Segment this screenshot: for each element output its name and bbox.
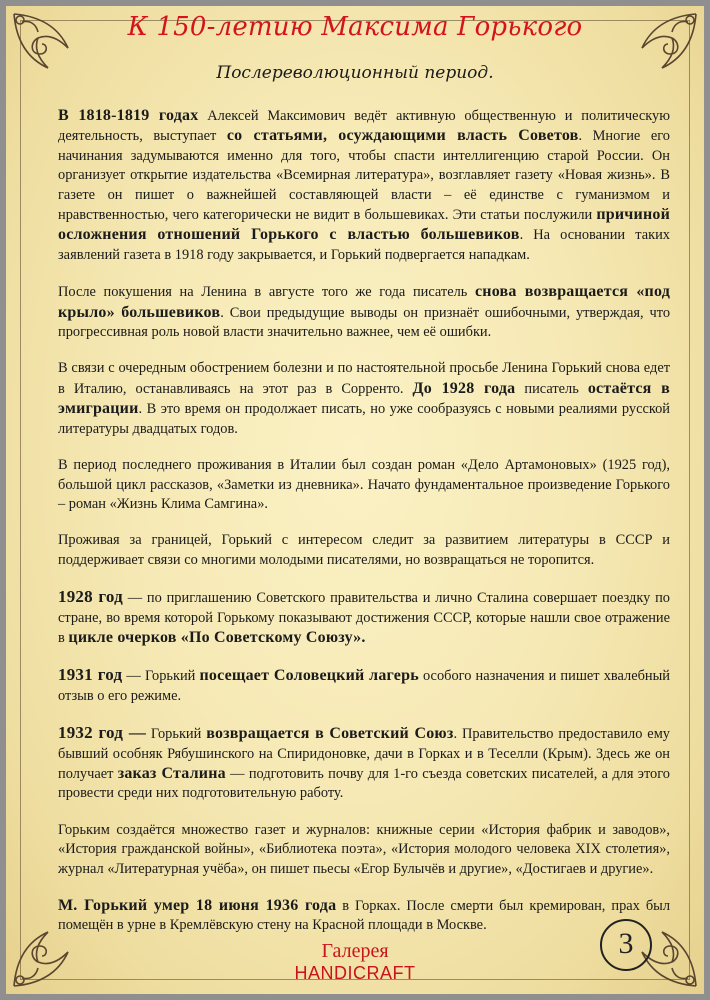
article-paragraph — [58, 587, 670, 648]
article-paragraph — [58, 359, 670, 439]
text-run: Проживая за границей, Горький с интересом следит за развитием литературы в СССР и поддерживает связи со многими молодыми писателями, но возвращаться не торопится. — [58, 532, 670, 568]
text-run: Алексей Максимович ведёт активную общественную и политическую деятельность, выступает — [58, 108, 670, 145]
text-run: Горьким создаётся множество газет и журналов: книжные серии «История фабрик и заводов», «История гражданской войны», «Библиотека поэта», «История молодого человека XIX столетия», журнал «Литературная учёба», он пишет пьесы «Егор Булычёв и другие», «Достигаев и другие». — [58, 821, 670, 877]
text-run: — подготовить почву для 1-го съезда советских писателей, а для этого провести среди них подготовительную работу. — [58, 765, 670, 802]
page — [6, 6, 704, 994]
article-paragraph — [58, 665, 670, 706]
article-paragraph — [58, 896, 670, 936]
text-run: . В это время он продолжает писать, но уже сообразуясь с новыми реалиями русской литературы двадцатых годов. — [58, 401, 670, 437]
text-run: . На основании таких заявлений газета в 1918 году закрывается, и Горький подвергается нападкам. — [58, 227, 670, 263]
bold-run: 1928 год — [58, 587, 123, 607]
bold-run: М. Горький умер 18 июня 1936 года — [58, 897, 337, 914]
bold-run: 1931 год — [58, 665, 123, 685]
text-run: особого назначения и пишет хвалебный отзыв о его режиме. — [58, 668, 670, 704]
page-title: К 150-летию Максима Горького — [127, 12, 583, 42]
bold-run: посещает Соловецкий лагерь — [199, 667, 419, 685]
text-run: . Правительство предоставило ему бывший особняк Рябушинского на Спиридоновке, дачи в Горках и в Теселли (Крым). Здесь же он получает — [58, 726, 670, 782]
text-run: в Горках. После смерти был кремирован, прах был помещён в урне в Кремлёвскую стену на Красной площади в Москве. — [58, 898, 670, 934]
text-run: — по приглашению Советского правительства и лично Сталина совершает поездку по стране, во время которой Горькому показывают достижения СССР, которые нашли свое отражение в — [58, 590, 670, 646]
article-paragraph — [58, 821, 670, 879]
bold-run: снова возвращается «под крыло» большевиков — [58, 283, 671, 321]
article-paragraph — [58, 723, 670, 804]
article-paragraph — [58, 106, 670, 265]
text-run: . Свои предыдущие выводы он признаёт ошибочными, утверждая, что прогрессивная роль новой власти значительно важнее, чем её ошибки. — [58, 304, 671, 341]
bold-run: заказ Сталина — [117, 764, 226, 782]
bold-run: остаётся в эмиграции — [58, 379, 670, 418]
bold-run: цикле очерков «По Советскому Союзу». — [68, 628, 366, 646]
gallery-label: Галерея — [321, 940, 389, 962]
bold-run: возвращается в Советский Союз — [206, 725, 454, 743]
text-run: . Многие его начинания задумываются именно для того, чтобы спасти интеллигенцию старой России. Он организует открытие издательства «Всемирная литература», возглавляет газету «Новая жизнь». В газете он пишет о важнейшей составляющей власти – её единстве с гуманизмом и нравственностью, чего категорически не видит в большевиках. Эти статьи послужили — [58, 128, 670, 224]
bold-run: В 1818-1819 годах — [58, 107, 199, 124]
text-run: — Горький — [122, 668, 200, 685]
article-paragraph — [58, 282, 670, 342]
bold-run: До 1928 года — [412, 379, 516, 397]
article-body — [58, 106, 670, 953]
text-run: писатель — [515, 380, 588, 397]
text-run: Горький — [146, 726, 207, 743]
bold-run: причиной осложнения отношений Горького с властью большевиков — [58, 206, 670, 244]
bold-run: 1932 год — — [58, 723, 147, 743]
page-subtitle: Послереволюционный период. — [216, 63, 494, 83]
text-run: В период последнего проживания в Италии был создан роман «Дело Артамоновых» (1925 год), большой цикл рассказов, «Заметки из дневника». Начато фундаментальное произведение Горького – роман «Жизнь Клима Самгина». — [58, 457, 670, 512]
bold-run: со статьями, осуждающими власть Советов — [226, 127, 579, 145]
page-number: 3 — [600, 919, 652, 971]
text-run: В связи с очередным обострением болезни и по настоятельной просьбе Ленина Горький снова едет в Италию, останавливаясь на этот раз в Сорренто. — [58, 360, 670, 397]
text-run: После покушения на Ленина в августе того же года писатель — [58, 284, 475, 301]
gallery-name: HANDICRAFT — [294, 963, 416, 983]
gallery-signature — [6, 940, 704, 984]
article-paragraph — [58, 456, 670, 514]
article-paragraph — [58, 531, 670, 570]
